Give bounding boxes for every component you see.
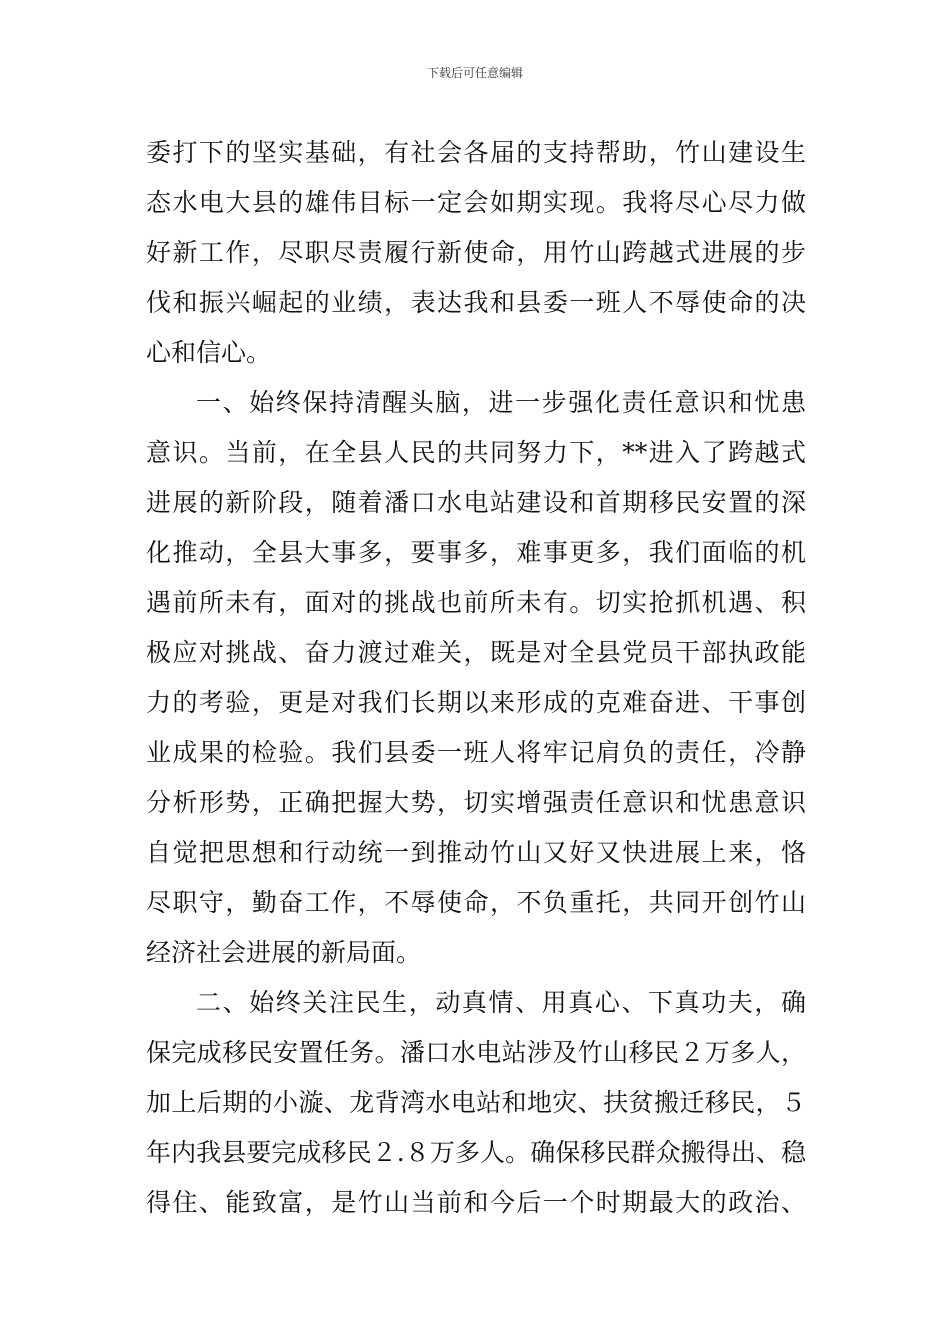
text-line: 伐和振兴崛起的业绩，表达我和县委一班人不辱使命的决 bbox=[146, 288, 806, 317]
text-line: 尽职守，勤奋工作，不辱使命，不负重托，共同开创竹山 bbox=[146, 888, 806, 917]
text-line: 好新工作，尽职尽责履行新使命，用竹山跨越式进展的步 bbox=[146, 238, 806, 267]
text-line: 保完成移民安置任务。潘口水电站涉及竹山移民２万多人， bbox=[146, 1038, 806, 1067]
text-line: 加上后期的小漩、龙背湾水电站和地灾、扶贫搬迁移民，５ bbox=[146, 1088, 806, 1117]
text-line: 心和信心。 bbox=[146, 338, 272, 367]
text-line: 自觉把思想和行动统一到推动竹山又好又快进展上来，恪 bbox=[146, 838, 806, 867]
text-line: 委打下的坚实基础，有社会各届的支持帮助，竹山建设生 bbox=[146, 138, 806, 167]
text-line: 二、始终关注民生，动真情、用真心、下真功夫，确 bbox=[196, 988, 806, 1017]
text-line: 分析形势，正确把握大势，切实增强责任意识和忧患意识 bbox=[146, 788, 806, 817]
text-line: 意识。当前，在全县人民的共同努力下，**进入了跨越式 bbox=[146, 438, 806, 467]
text-line: 业成果的检验。我们县委一班人将牢记肩负的责任，冷静 bbox=[146, 738, 806, 767]
text-line: 遇前所未有，面对的挑战也前所未有。切实抢抓机遇、积 bbox=[146, 588, 806, 617]
text-line: 进展的新阶段，随着潘口水电站建设和首期移民安置的深 bbox=[146, 488, 806, 517]
page-header: 下载后可任意编辑 bbox=[426, 66, 523, 80]
text-line: 化推动，全县大事多，要事多，难事更多，我们面临的机 bbox=[146, 538, 806, 567]
text-line: 力的考验，更是对我们长期以来形成的克难奋进、干事创 bbox=[146, 688, 806, 717]
text-line: 极应对挑战、奋力渡过难关，既是对全县党员干部执政能 bbox=[146, 638, 806, 667]
text-line: 年内我县要完成移民２.８万多人。确保移民群众搬得出、稳 bbox=[146, 1138, 806, 1167]
text-line: 一、始终保持清醒头脑，进一步强化责任意识和忧患 bbox=[196, 388, 806, 417]
text-line: 经济社会进展的新局面。 bbox=[146, 938, 422, 967]
text-line: 态水电大县的雄伟目标一定会如期实现。我将尽心尽力做 bbox=[146, 188, 806, 217]
document-body bbox=[146, 128, 806, 1228]
text-line: 得住、能致富，是竹山当前和今后一个时期最大的政治、 bbox=[146, 1188, 806, 1217]
